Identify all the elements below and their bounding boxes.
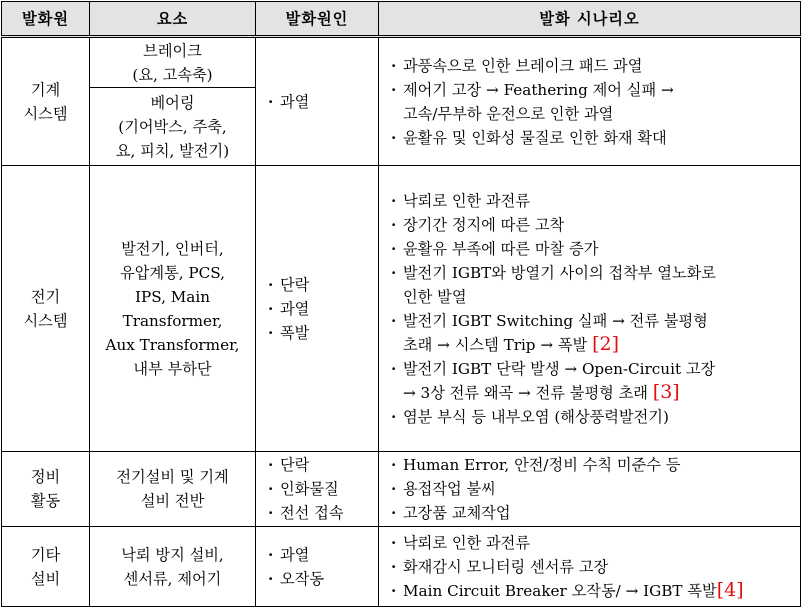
list-item: · 용접작업 불씨	[389, 477, 794, 501]
header-row	[2, 2, 801, 37]
list-item: · Main Circuit Breaker 오작동/ → IGBT 폭발[4]	[389, 579, 794, 603]
element-cell: 발전기, 인버터, 유압계통, PCS, IPS, Main Transformer, Aux Transformer, 내부 부하단	[90, 166, 256, 452]
scenario-cell	[379, 37, 801, 166]
list-item: · 고장품 교체작업	[389, 501, 794, 525]
scenario-cell	[379, 166, 801, 452]
list-item: · 발전기 IGBT 단락 발생 → Open-Circuit 고장 → 3상 전류 왜곡 → 전류 불평형 초래 [3]	[389, 357, 794, 405]
list-item: · 인화물질	[266, 477, 372, 501]
list-item: · 단락	[266, 453, 372, 477]
reference-citation: [2]	[592, 332, 620, 355]
table-row	[2, 527, 801, 607]
list-item: · 발전기 IGBT와 방열기 사이의 접착부 열노화로 인한 발열	[389, 261, 794, 309]
element-cell: 낙뢰 방지 설비, 센서류, 제어기	[90, 527, 256, 607]
cause-cell	[256, 452, 379, 527]
scenario-cell	[379, 452, 801, 527]
element-cell: 베어링 (기어박스, 주축, 요, 피치, 발전기)	[90, 88, 256, 166]
list-item: · 낙뢰로 인한 과전류	[389, 189, 794, 213]
header-cause: 발화원인	[256, 2, 379, 37]
list-item: · 윤활유 부족에 따른 마찰 증가	[389, 237, 794, 261]
list-item: · 낙뢰로 인한 과전류	[389, 531, 794, 555]
cause-cell	[256, 166, 379, 452]
scenario-cell	[379, 527, 801, 607]
header-element: 요소	[90, 2, 256, 37]
list-item: · 과풍속으로 인한 브레이크 패드 과열	[389, 54, 794, 78]
list-item: · 폭발	[266, 321, 372, 345]
list-item: · 장기간 정지에 따른 고착	[389, 213, 794, 237]
source-cell: 정비 활동	[2, 452, 90, 527]
source-cell: 기타 설비	[2, 527, 90, 607]
list-item: · 오작동	[266, 567, 372, 591]
cause-cell	[256, 527, 379, 607]
reference-citation: [4]	[716, 578, 744, 601]
list-item: · 과열	[266, 297, 372, 321]
list-item: · 과열	[266, 543, 372, 567]
cause-cell	[256, 37, 379, 166]
list-item: · 전선 접속	[266, 501, 372, 525]
list-item: · 제어기 고장 → Feathering 제어 실패 → 고속/무부하 운전으로 인한 과열	[389, 78, 794, 126]
list-item: · 윤활유 및 인화성 물질로 인한 화재 확대	[389, 126, 794, 150]
list-item: · 염분 부식 등 내부오염 (해상풍력발전기)	[389, 405, 794, 429]
header-source: 발화원	[2, 2, 90, 37]
table-row	[2, 452, 801, 527]
list-item: · 과열	[266, 90, 372, 114]
list-item: · 발전기 IGBT Switching 실패 → 전류 불평형 초래 → 시스템 Trip → 폭발 [2]	[389, 309, 794, 357]
header-scenario: 발화 시나리오	[379, 2, 801, 37]
table-row	[2, 37, 801, 88]
element-cell: 브레이크 (요, 고속축)	[90, 37, 256, 88]
source-cell: 전기 시스템	[2, 166, 90, 452]
list-item: · 단락	[266, 273, 372, 297]
list-item: · Human Error, 안전/정비 수칙 미준수 등	[389, 453, 794, 477]
list-item: · 화재감시 모니터링 센서류 고장	[389, 555, 794, 579]
element-cell: 전기설비 및 기계 설비 전반	[90, 452, 256, 527]
table-row	[2, 166, 801, 452]
reference-citation: [3]	[652, 380, 680, 403]
fire-scenario-table	[1, 1, 801, 607]
source-cell: 기계 시스템	[2, 37, 90, 166]
